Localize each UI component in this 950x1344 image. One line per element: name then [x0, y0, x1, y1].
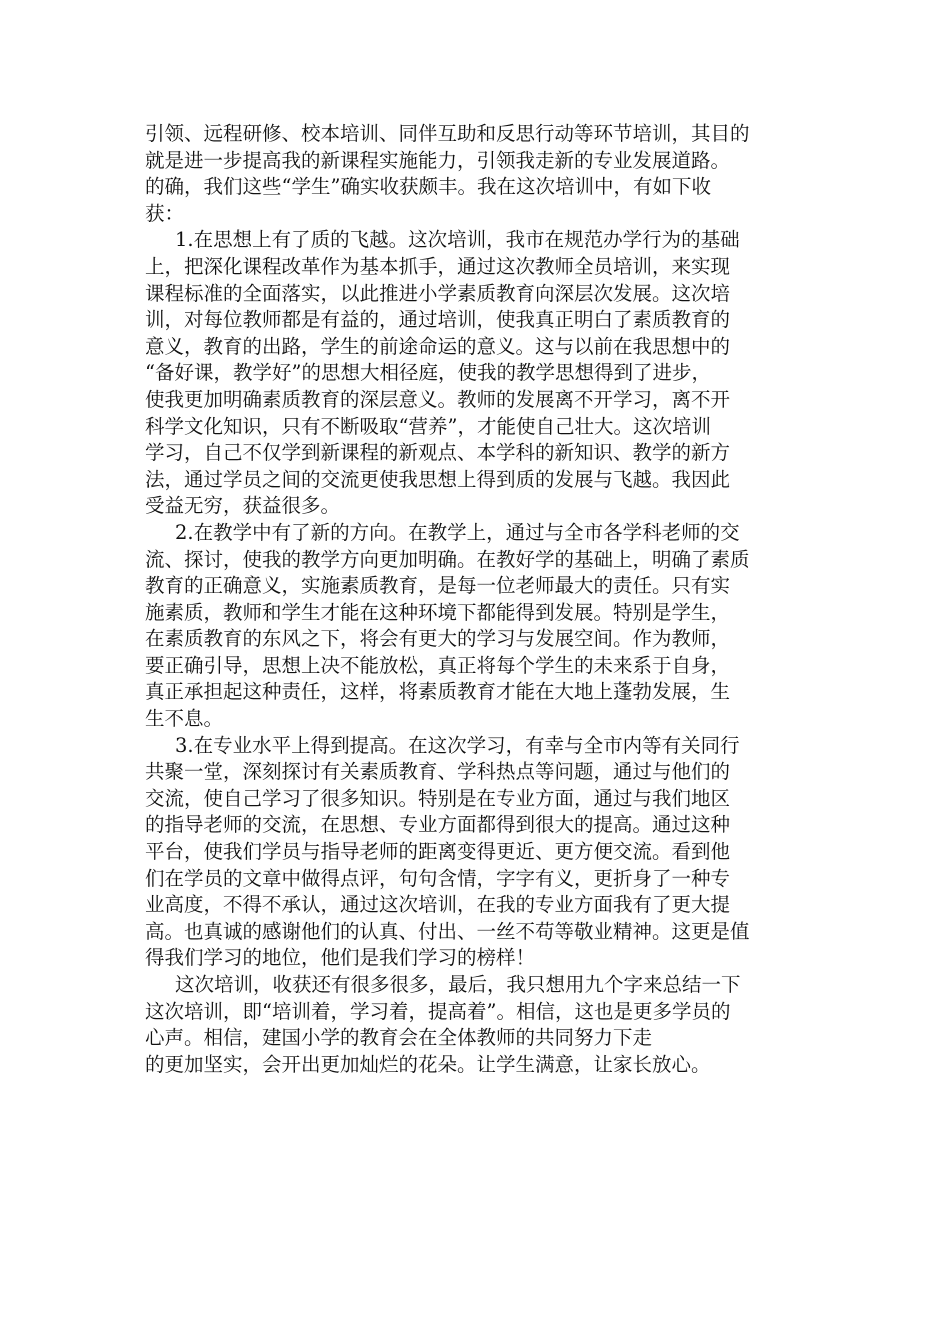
document-body: [145, 121, 808, 1078]
text-line: 教育的正确意义，实施素质教育，是每一位老师最大的责任。只有实: [145, 574, 731, 598]
text-line: 们在学员的文章中做得点评，句句含情，字字有义，更折身了一种专: [145, 866, 731, 890]
text-line: 受益无穷，获益很多。: [145, 494, 341, 518]
text-line: 高。也真诚的感谢他们的认真、付出、一丝不苟等敬业精神。这更是值: [145, 919, 750, 943]
text-line: 意义，教育的出路，学生的前途命运的意义。这与以前在我思想中的: [145, 334, 731, 358]
text-line: 业高度，不得不承认，通过这次培训，在我的专业方面我有了更大提: [145, 893, 731, 917]
text-line: 的更加坚实，会开出更加灿烂的花朵。让学生满意，让家长放心。: [145, 1052, 711, 1076]
text-line: 训，对每位教师都是有益的，通过培训，使我真正明白了素质教育的: [145, 308, 731, 332]
paragraph-4-start: 这次培训，收获还有很多很多，最后，我只想用九个字来总结一下: [175, 973, 741, 996]
text-line: 的指导老师的交流，在思想、专业方面都得到很大的提高。通过这种: [145, 813, 731, 837]
text-line: 共聚一堂，深刻探讨有关素质教育、学科热点等问题，通过与他们的: [145, 760, 731, 784]
text-line: 学习，自己不仅学到新课程的新观点、本学科的新知识、教学的新方: [145, 441, 731, 465]
text-line: 流、探讨，使我的教学方向更加明确。在教好学的基础上，明确了素质: [145, 547, 750, 571]
text-line: 得我们学习的地位，他们是我们学习的榜样！: [145, 946, 536, 970]
text-line: 科学文化知识，只有不断吸取“营养”，才能使自己壮大。这次培训: [145, 414, 711, 438]
text-line: 平台，使我们学员与指导老师的距离变得更近、更方便交流。看到他: [145, 840, 731, 864]
text-line: 的确，我们这些“学生”确实收获颇丰。我在这次培训中，有如下收: [145, 175, 711, 199]
text-line: 法，通过学员之间的交流更使我思想上得到质的发展与飞越。我因此: [145, 467, 731, 491]
paragraph-1-start: 1.在思想上有了质的飞越。这次培训，我市在规范办学行为的基础: [175, 228, 740, 252]
text-line: 心声。相信，建国小学的教育会在全体教师的共同努力下走: [145, 1026, 653, 1050]
text-line: 真正承担起这种责任，这样，将素质教育才能在大地上蓬勃发展，生: [145, 680, 731, 704]
text-line: 引领、远程研修、校本培训、同伴互助和反思行动等环节培训，其目的: [145, 122, 750, 145]
text-line: 这次培训，即“培训着，学习着，提高着”。相信，这也是更多学员的: [145, 999, 731, 1023]
paragraph-2-start: 2.在教学中有了新的方向。在教学上，通过与全市各学科老师的交: [175, 520, 740, 544]
text-line: 要正确引导，思想上决不能放松，真正将每个学生的未来系于自身，: [145, 653, 731, 677]
text-line: 上，把深化课程改革作为基本抓手，通过这次教师全员培训，来实现: [145, 254, 731, 278]
text-line: 使我更加明确素质教育的深层意义。教师的发展离不开学习，离不开: [145, 387, 731, 411]
paragraph-3-start: 3.在专业水平上得到提高。在这次学习，有幸与全市内等有关同行: [175, 733, 740, 757]
text-line: “备好课，教学好”的思想大相径庭，使我的教学思想得到了进步，: [145, 361, 711, 385]
text-line: 获：: [145, 201, 185, 225]
text-line: 施素质，教师和学生才能在这种环境下都能得到发展。特别是学生，: [145, 600, 731, 624]
text-line: 在素质教育的东风之下，将会有更大的学习与发展空间。作为教师，: [145, 627, 731, 651]
text-line: 就是进一步提高我的新课程实施能力，引领我走新的专业发展道路。: [145, 148, 731, 172]
text-line: 交流，使自己学习了很多知识。特别是在专业方面，通过与我们地区: [145, 786, 731, 810]
text-line: 生不息。: [145, 707, 224, 731]
text-line: 课程标准的全面落实，以此推进小学素质教育向深层次发展。这次培: [145, 281, 731, 305]
